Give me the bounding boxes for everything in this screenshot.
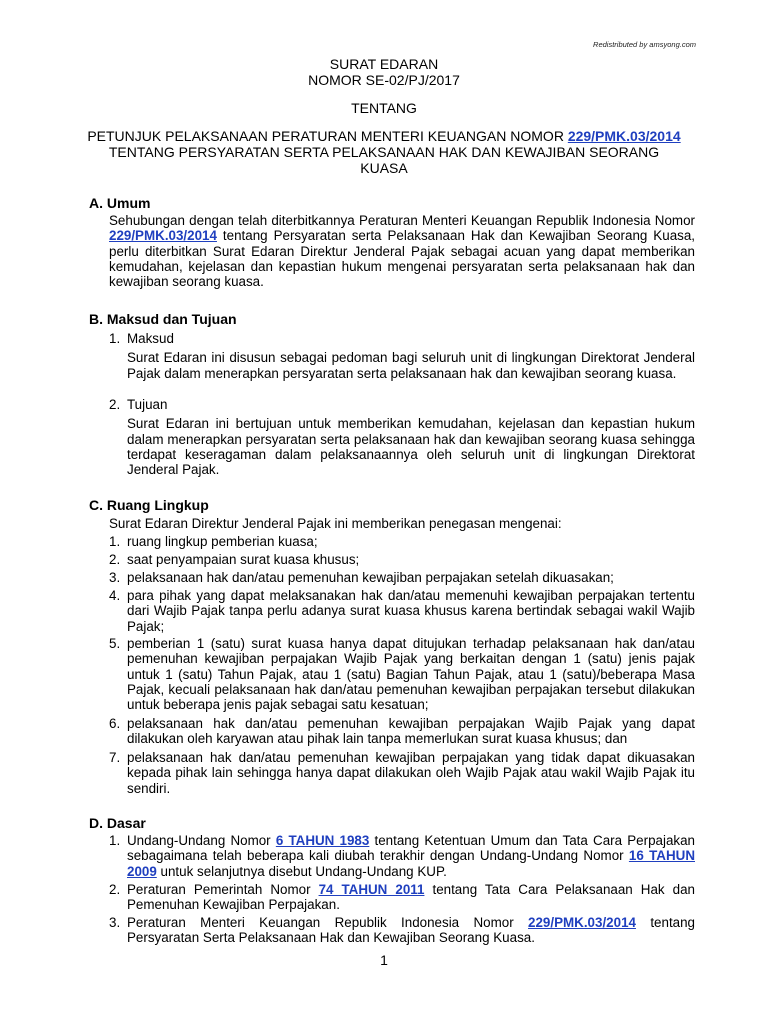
section-a-text-b: tentang Persyaratan serta Pelaksanaan Hak dan Kewajiban Seorang Kuasa, perlu diterbitkan Surat Edaran Direktur Jenderal Pajak sebagai acuan yang dapat memberikan kemudahan, kejelasan dan kepastian hukum mengenai persyaratan serta pelaksanaan hak dan kewajiban seorang kuasa. <box>109 228 695 290</box>
item-text-c: untuk selanjutnya disebut Undang-Undang KUP. <box>156 863 447 879</box>
list-number: 1. <box>109 534 121 549</box>
subject-text-c: KUASA <box>360 160 408 176</box>
list-number: 2. <box>109 552 121 567</box>
list-text: Surat Edaran ini bertujuan untuk memberikan kemudahan, kejelasan dan kepastian hukum dalam menerapkan persyaratan serta pelaksanaan hak dan kewajiban seorang kuasa sehingga terdapat keseragaman dalam pelaksanaannya oleh seluruh unit di lingkungan Direktorat Jenderal Pajak. <box>127 416 695 478</box>
pp-74-2011-link[interactable]: 74 TAHUN 2011 <box>318 882 425 897</box>
item-text-a: Peraturan Pemerintah Nomor <box>127 882 319 897</box>
uu-6-1983-link[interactable]: 6 TAHUN 1983 <box>275 833 370 848</box>
item-text-a: Peraturan Menteri Keuangan Republik Indonesia Nomor <box>127 915 529 930</box>
list-number: 5. <box>109 636 121 651</box>
list-text: pemberian 1 (satu) surat kuasa hanya dapat ditujukan terhadap pelaksanaan hak dan/atau pemenuhan kewajiban perpajakan Wajib Pajak yang berkaitan dengan 1 (satu) jenis pajak untuk 1 (satu) Tahun Pajak, atau 1 (satu) Bagian Tahun Pajak, atau 1 (satu)/beberapa Masa Pajak, kecuali pelaksanaan hak dan/atau pemenuhan kewajiban perpajakan tersebut dilakukan untuk beberapa jenis pajak sebagai satu kesatuan; <box>127 636 695 713</box>
list-number: 1. <box>109 833 121 848</box>
list-text: pelaksanaan hak dan/atau pemenuhan kewajiban perpajakan yang tidak dapat dikuasakan kepada pihak lain sehingga hanya dapat dilakukan oleh Wajib Pajak atau wakil Wajib Pajak itu sendiri. <box>127 750 695 796</box>
list-text <box>127 882 695 913</box>
item-text-b: tentang Tata Cara Pelaksanaan Hak dan Pemenuhan Kewajiban Perpajakan. <box>127 882 695 913</box>
list-text: ruang lingkup pemberian kuasa; <box>127 534 318 549</box>
section-c-item-3 <box>109 570 695 585</box>
list-title: Maksud <box>127 331 174 346</box>
document-title <box>0 56 768 88</box>
pmk-229-2014-link[interactable]: 229/PMK.03/2014 <box>528 915 636 930</box>
list-text: para pihak yang dapat melaksanakan hak dan/atau memenuhi kewajiban perpajakan tertentu dari Wajib Pajak tanpa perlu adanya surat kuasa khusus karena bertindak sebagai wakil Wajib Pajak; <box>127 588 695 634</box>
tentang-label: TENTANG <box>351 100 417 116</box>
section-c-intro: Surat Edaran Direktur Jenderal Pajak ini memberikan penegasan mengenai: <box>109 516 562 531</box>
section-d-heading: D. Dasar <box>89 815 146 831</box>
list-number: 7. <box>109 750 121 765</box>
list-text: saat penyampaian surat kuasa khusus; <box>127 552 360 567</box>
list-text <box>127 833 695 879</box>
section-c-item-4 <box>109 588 695 634</box>
section-b-item-1 <box>109 331 695 381</box>
subject-text-a: PETUNJUK PELAKSANAAN PERATURAN MENTERI KEUANGAN NOMOR <box>87 128 568 144</box>
list-title: Tujuan <box>127 397 168 412</box>
list-number: 6. <box>109 716 121 731</box>
list-number: 3. <box>109 570 121 585</box>
list-number: 3. <box>109 915 121 930</box>
section-d-item-2 <box>109 882 695 913</box>
list-text: Surat Edaran ini disusun sebagai pedoman bagi seluruh unit di lingkungan Direktorat Jenderal Pajak dalam menerapkan persyaratan serta pelaksanaan hak dan kewajiban seorang kuasa. <box>127 350 695 381</box>
list-number: 2. <box>109 397 121 412</box>
section-c-item-5 <box>109 636 695 712</box>
subject-link[interactable]: 229/PMK.03/2014 <box>567 128 681 144</box>
section-d-item-3 <box>109 915 695 946</box>
list-text: pelaksanaan hak dan/atau pemenuhan kewajiban perpajakan Wajib Pajak yang dapat dilakukan oleh karyawan atau pihak lain tanpa memerlukan surat kuasa khusus; dan <box>127 716 695 747</box>
section-b-heading: B. Maksud dan Tujuan <box>89 311 237 327</box>
list-text: pelaksanaan hak dan/atau pemenuhan kewajiban perpajakan setelah dikuasakan; <box>127 570 614 585</box>
section-a-link[interactable]: 229/PMK.03/2014 <box>109 228 217 244</box>
uu-16-2009-link[interactable]: 16 TAHUN 2009 <box>127 848 695 879</box>
item-text-b: tentang Ketentuan Umum dan Tata Cara Perpajakan sebagaimana telah beberapa kali diubah terakhir dengan Undang-Undang Nomor <box>127 833 695 864</box>
page-number: 1 <box>380 952 388 968</box>
list-text <box>127 915 695 946</box>
section-a-paragraph <box>109 213 695 289</box>
subject-text-b: TENTANG PERSYARATAN SERTA PELAKSANAAN HAK DAN KEWAJIBAN SEORANG <box>108 144 660 160</box>
redistributed-note: Redistributed by amsyong.com <box>593 40 696 49</box>
section-c-item-7 <box>109 750 695 796</box>
list-number: 1. <box>109 331 121 346</box>
section-b-item-2 <box>109 397 695 477</box>
section-c-item-6 <box>109 716 695 747</box>
title-line-1: SURAT EDARAN <box>329 56 439 72</box>
section-a-text-a: Sehubungan dengan telah diterbitkannya Peraturan Menteri Keuangan Republik Indonesia Nomor <box>109 213 695 228</box>
item-text-b: tentang Persyaratan Serta Pelaksanaan Hak dan Kewajiban Seorang Kuasa. <box>127 915 695 946</box>
section-a-heading: A. Umum <box>89 195 151 211</box>
section-d-item-1 <box>109 833 695 879</box>
title-line-2: NOMOR SE-02/PJ/2017 <box>308 72 460 88</box>
section-c-item-2 <box>109 552 695 567</box>
document-subject <box>0 128 768 176</box>
section-c-heading: C. Ruang Lingkup <box>89 497 209 513</box>
list-number: 2. <box>109 882 121 897</box>
list-number: 4. <box>109 588 121 603</box>
item-text-a: Undang-Undang Nomor <box>127 833 276 848</box>
section-c-item-1 <box>109 534 695 549</box>
